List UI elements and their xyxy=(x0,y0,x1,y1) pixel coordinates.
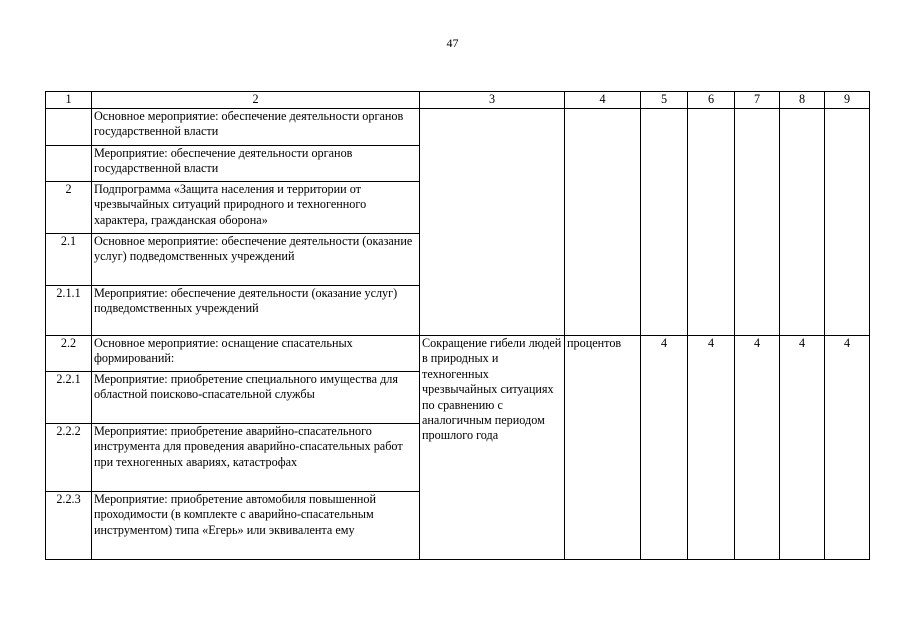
indicator-name: Сокращение гибели людей в природных и техногенных чрезвычайных ситуациях по сравнению с аналогичным периодом прошлого года xyxy=(420,336,565,560)
row-text: Мероприятие: приобретение аварийно-спасательного инструмента для проведения аварийно-спасательных работ при техногенных авариях, катастрофах xyxy=(92,424,420,492)
row-number xyxy=(46,146,92,182)
row-number: 2 xyxy=(46,182,92,234)
row-text: Мероприятие: обеспечение деятельности органов государственной власти xyxy=(92,146,420,182)
indicator-value: 4 xyxy=(641,336,688,560)
indicator-value: 4 xyxy=(735,336,780,560)
empty-cell xyxy=(780,109,825,336)
row-text: Основное мероприятие: обеспечение деятельности органов государственной власти xyxy=(92,109,420,146)
indicator-unit: процентов xyxy=(565,336,641,560)
indicator-value: 4 xyxy=(780,336,825,560)
row-number xyxy=(46,109,92,146)
header-cell: 3 xyxy=(420,92,565,109)
empty-cell xyxy=(735,109,780,336)
empty-cell xyxy=(688,109,735,336)
indicator-value: 4 xyxy=(825,336,870,560)
row-number: 2.2.2 xyxy=(46,424,92,492)
measures-table xyxy=(45,91,870,560)
header-row xyxy=(46,92,870,109)
header-cell: 1 xyxy=(46,92,92,109)
empty-cell xyxy=(825,109,870,336)
row-number: 2.1.1 xyxy=(46,286,92,336)
empty-cell xyxy=(641,109,688,336)
header-cell: 6 xyxy=(688,92,735,109)
row-number: 2.2 xyxy=(46,336,92,372)
row-text: Мероприятие: обеспечение деятельности (оказание услуг) подведомственных учреждений xyxy=(92,286,420,336)
header-cell: 8 xyxy=(780,92,825,109)
header-cell: 5 xyxy=(641,92,688,109)
header-cell: 7 xyxy=(735,92,780,109)
row-text: Мероприятие: приобретение автомобиля повышенной проходимости (в комплекте с аварийно-спасательным инструментом) типа «Егерь» или эквивалента ему xyxy=(92,492,420,560)
row-number: 2.2.3 xyxy=(46,492,92,560)
row-text: Подпрограмма «Защита населения и территории от чрезвычайных ситуаций природного и техногенного характера, гражданская оборона» xyxy=(92,182,420,234)
header-cell: 4 xyxy=(565,92,641,109)
empty-cell xyxy=(420,109,565,336)
row-text: Основное мероприятие: обеспечение деятельности (оказание услуг) подведомственных учреждений xyxy=(92,234,420,286)
empty-cell xyxy=(565,109,641,336)
row-number: 2.2.1 xyxy=(46,372,92,424)
indicator-value: 4 xyxy=(688,336,735,560)
header-cell: 2 xyxy=(92,92,420,109)
row-text: Мероприятие: приобретение специального имущества для областной поисково-спасательной службы xyxy=(92,372,420,424)
header-cell: 9 xyxy=(825,92,870,109)
page-number: 47 xyxy=(446,36,459,50)
table-row xyxy=(46,109,870,146)
table-row xyxy=(46,336,870,372)
row-number: 2.1 xyxy=(46,234,92,286)
row-text: Основное мероприятие: оснащение спасательных формирований: xyxy=(92,336,420,372)
